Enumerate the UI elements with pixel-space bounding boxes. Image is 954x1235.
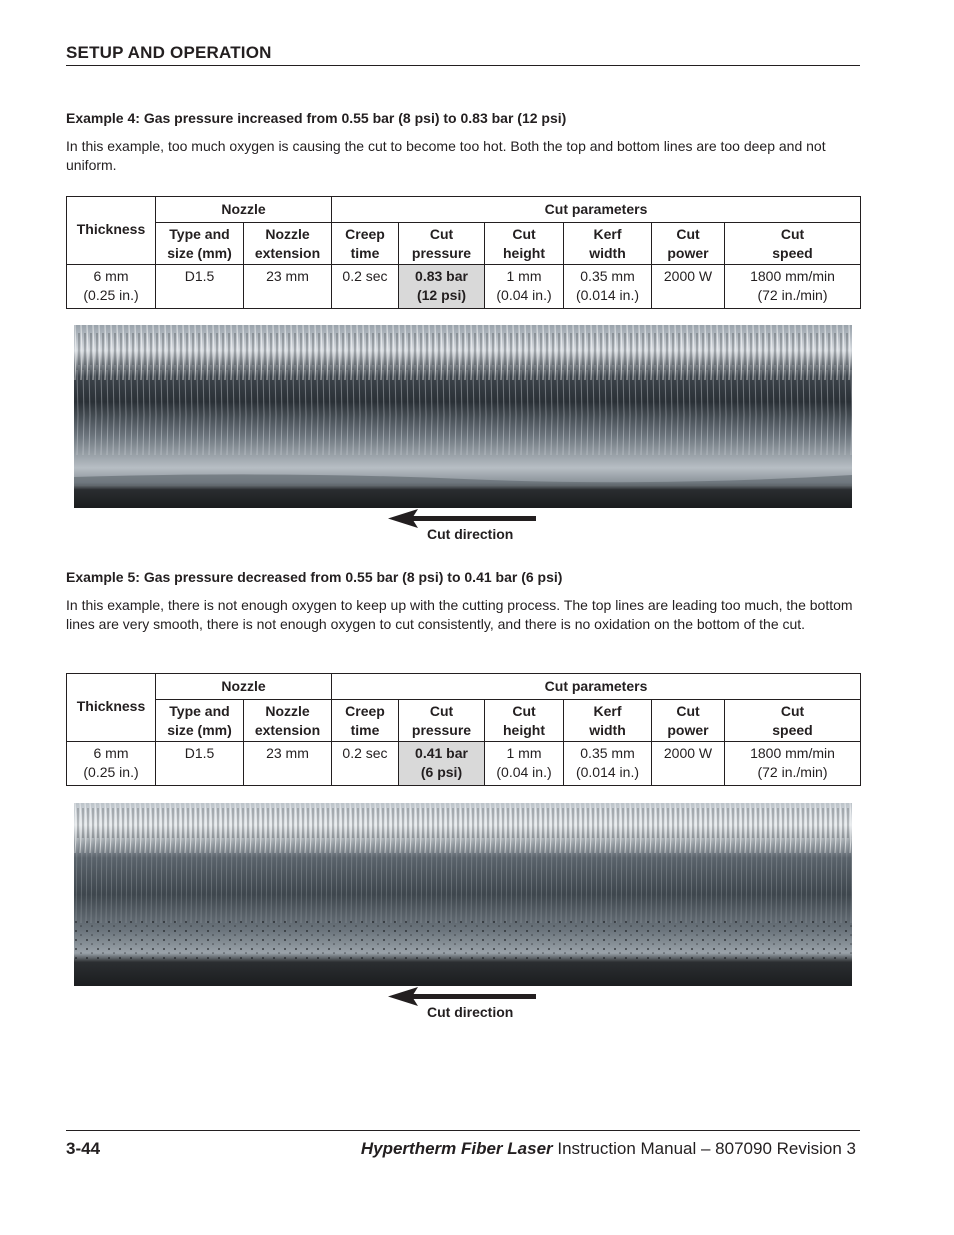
header-nozzle-extension: Nozzle extension <box>244 223 332 265</box>
page-footer <box>66 1130 860 1164</box>
example-5-cut-direction <box>386 984 538 1024</box>
header-thickness: Thickness <box>67 197 156 265</box>
header-cut-power: Cut power <box>652 700 725 742</box>
cell-type-size: D1.5 <box>156 742 244 786</box>
cell-type-size: D1.5 <box>156 265 244 309</box>
cell-cut-power: 2000 W <box>652 265 725 309</box>
header-thickness: Thickness <box>67 674 156 742</box>
cell-kerf-width: 0.35 mm (0.014 in.) <box>564 265 652 309</box>
header-cut-height: Cut height <box>485 700 564 742</box>
header-cut-speed: Cut speed <box>725 700 861 742</box>
example-5-title: Example 5: Gas pressure decreased from 0.55 bar (8 psi) to 0.41 bar (6 psi) <box>66 569 563 585</box>
header-cut-power: Cut power <box>652 223 725 265</box>
cell-creep-time: 0.2 sec <box>332 742 399 786</box>
cut-direction-label: Cut direction <box>427 526 514 542</box>
example-4-cut-edge-photo <box>74 325 852 508</box>
cell-cut-height: 1 mm (0.04 in.) <box>485 742 564 786</box>
section-header <box>66 43 860 66</box>
table-row <box>67 265 861 309</box>
cell-nozzle-extension: 23 mm <box>244 265 332 309</box>
example-5-parameters-table <box>66 673 861 786</box>
header-cut-speed: Cut speed <box>725 223 861 265</box>
header-cut-parameters: Cut parameters <box>332 197 861 223</box>
cell-cut-pressure: 0.83 bar (12 psi) <box>399 265 485 309</box>
header-type-size: Type and size (mm) <box>156 700 244 742</box>
example-5-description: In this example, there is not enough oxygen to keep up with the cutting process. The top lines are leading too much, the bottom lines are very smooth, there is not enough oxygen to cut consistently, and there is no oxidation on the bottom of the cut. <box>66 597 853 632</box>
section-title: SETUP AND OPERATION <box>66 43 272 62</box>
header-creep-time: Creep time <box>332 223 399 265</box>
manual-revision: Instruction Manual – 807090 Revision 3 <box>552 1139 856 1158</box>
cut-direction-label: Cut direction <box>427 1004 514 1020</box>
cell-cut-power: 2000 W <box>652 742 725 786</box>
document-title <box>361 1139 856 1159</box>
example-4-description: In this example, too much oxygen is causing the cut to become too hot. Both the top and bottom lines are too deep and not uniform. <box>66 138 826 173</box>
header-cut-parameters: Cut parameters <box>332 674 861 700</box>
header-cut-pressure: Cut pressure <box>399 223 485 265</box>
cell-cut-speed: 1800 mm/min (72 in./min) <box>725 742 861 786</box>
header-creep-time: Creep time <box>332 700 399 742</box>
cell-cut-pressure: 0.41 bar (6 psi) <box>399 742 485 786</box>
cell-cut-speed: 1800 mm/min (72 in./min) <box>725 265 861 309</box>
cell-thickness: 6 mm (0.25 in.) <box>67 265 156 309</box>
header-cut-pressure: Cut pressure <box>399 700 485 742</box>
header-nozzle-extension: Nozzle extension <box>244 700 332 742</box>
cell-kerf-width: 0.35 mm (0.014 in.) <box>564 742 652 786</box>
header-type-size: Type and size (mm) <box>156 223 244 265</box>
cell-thickness: 6 mm (0.25 in.) <box>67 742 156 786</box>
header-cut-height: Cut height <box>485 223 564 265</box>
example-4-title: Example 4: Gas pressure increased from 0.55 bar (8 psi) to 0.83 bar (12 psi) <box>66 110 567 126</box>
cell-creep-time: 0.2 sec <box>332 265 399 309</box>
page-number: 3-44 <box>66 1139 101 1158</box>
header-kerf-width: Kerf width <box>564 700 652 742</box>
example-5-cut-edge-photo <box>74 803 852 986</box>
header-kerf-width: Kerf width <box>564 223 652 265</box>
table-row <box>67 742 861 786</box>
header-nozzle: Nozzle <box>156 674 332 700</box>
example-4-cut-direction <box>386 506 538 546</box>
cell-cut-height: 1 mm (0.04 in.) <box>485 265 564 309</box>
example-4-parameters-table <box>66 196 861 309</box>
header-nozzle: Nozzle <box>156 197 332 223</box>
cell-nozzle-extension: 23 mm <box>244 742 332 786</box>
brand-name: Hypertherm Fiber Laser <box>360 1139 553 1158</box>
